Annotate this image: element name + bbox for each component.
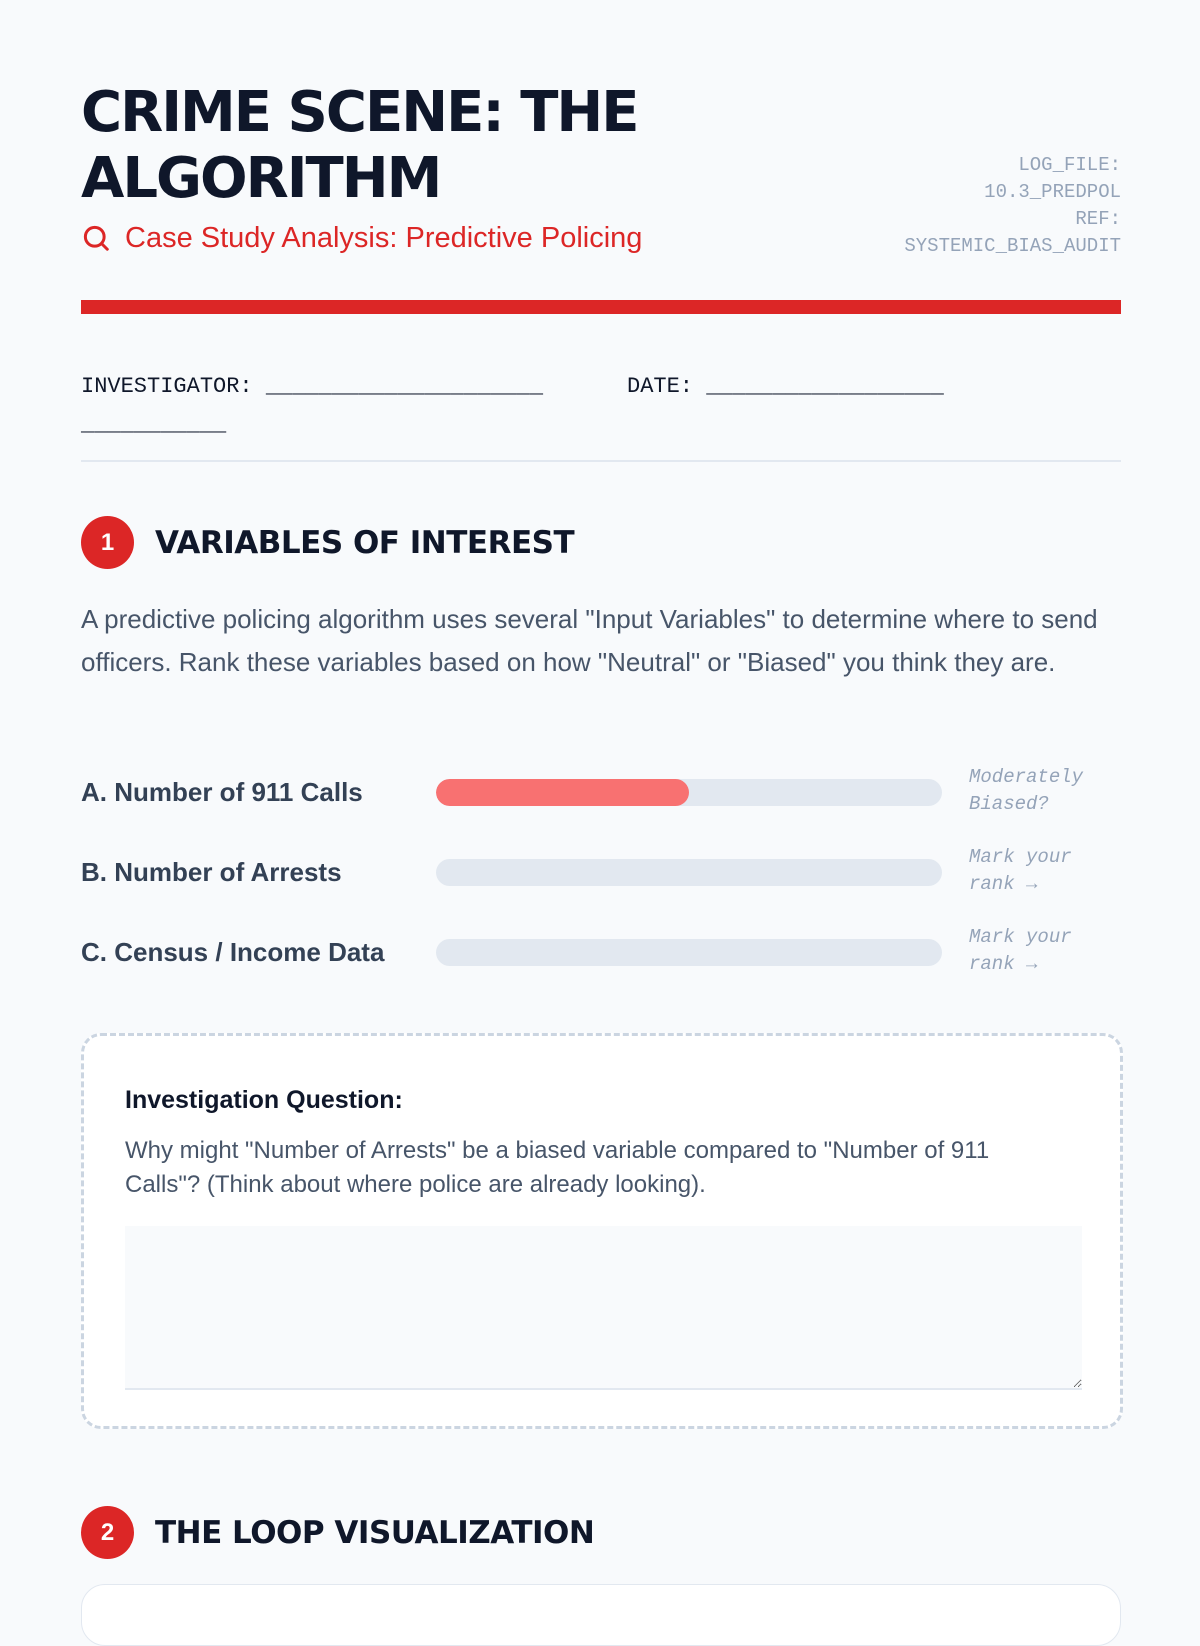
question-title: Investigation Question:	[125, 1086, 403, 1114]
log-meta	[904, 152, 1121, 260]
bias-rank-fill	[436, 779, 689, 806]
subtitle-text: Case Study Analysis: Predictive Policing	[125, 221, 643, 254]
section-number-badge: 2	[81, 1506, 134, 1559]
ref-label: REF:	[1075, 208, 1121, 230]
variable-note: Moderately Biased?	[969, 766, 1084, 815]
section-1-header	[81, 516, 574, 569]
page-subtitle	[81, 218, 642, 258]
date-field[interactable]: DATE: __________________	[627, 374, 944, 399]
variable-note: Mark your rank →	[969, 846, 1072, 895]
variable-label: B. Number of Arrests	[81, 856, 342, 887]
question-text: Why might "Number of Arrests" be a biased variable compared to "Number of 911 Calls"? (Think about where police are already looking).	[125, 1137, 990, 1198]
variable-row-a	[81, 764, 1121, 820]
bias-rank-slider[interactable]	[436, 779, 942, 806]
log-file-label: LOG_FILE:	[1018, 154, 1121, 176]
section-title: VARIABLES OF INTEREST	[155, 524, 575, 561]
worksheet-header	[81, 80, 1121, 260]
section-intro: A predictive policing algorithm uses several "Input Variables" to determine where to send officers. Rank these variables based on how "Neutral" or "Biased" you think they are.	[81, 604, 1098, 677]
ref-value: SYSTEMIC_BIAS_AUDIT	[904, 235, 1121, 257]
log-file-value: 10.3_PREDPOL	[984, 181, 1121, 203]
page-title: CRIME SCENE: THE ALGORITHM	[81, 80, 638, 211]
fields-divider	[81, 460, 1121, 462]
investigation-question-box	[81, 1033, 1123, 1429]
bias-rank-slider[interactable]	[436, 859, 942, 886]
bias-rank-slider[interactable]	[436, 939, 942, 966]
section-title: THE LOOP VISUALIZATION	[155, 1514, 595, 1551]
variable-note: Mark your rank →	[969, 926, 1072, 975]
variable-label: A. Number of 911 Calls	[81, 776, 363, 807]
answer-textarea[interactable]	[125, 1226, 1082, 1390]
variable-label: C. Census / Income Data	[81, 936, 385, 967]
variable-row-b	[81, 844, 1121, 900]
loop-visualization-card	[81, 1584, 1121, 1646]
variable-row-c	[81, 924, 1121, 980]
search-icon	[81, 223, 111, 253]
section-2-header	[81, 1506, 594, 1559]
investigator-field[interactable]: INVESTIGATOR: ________________________________	[81, 374, 544, 437]
header-divider	[81, 300, 1121, 314]
section-number-badge: 1	[81, 516, 134, 569]
